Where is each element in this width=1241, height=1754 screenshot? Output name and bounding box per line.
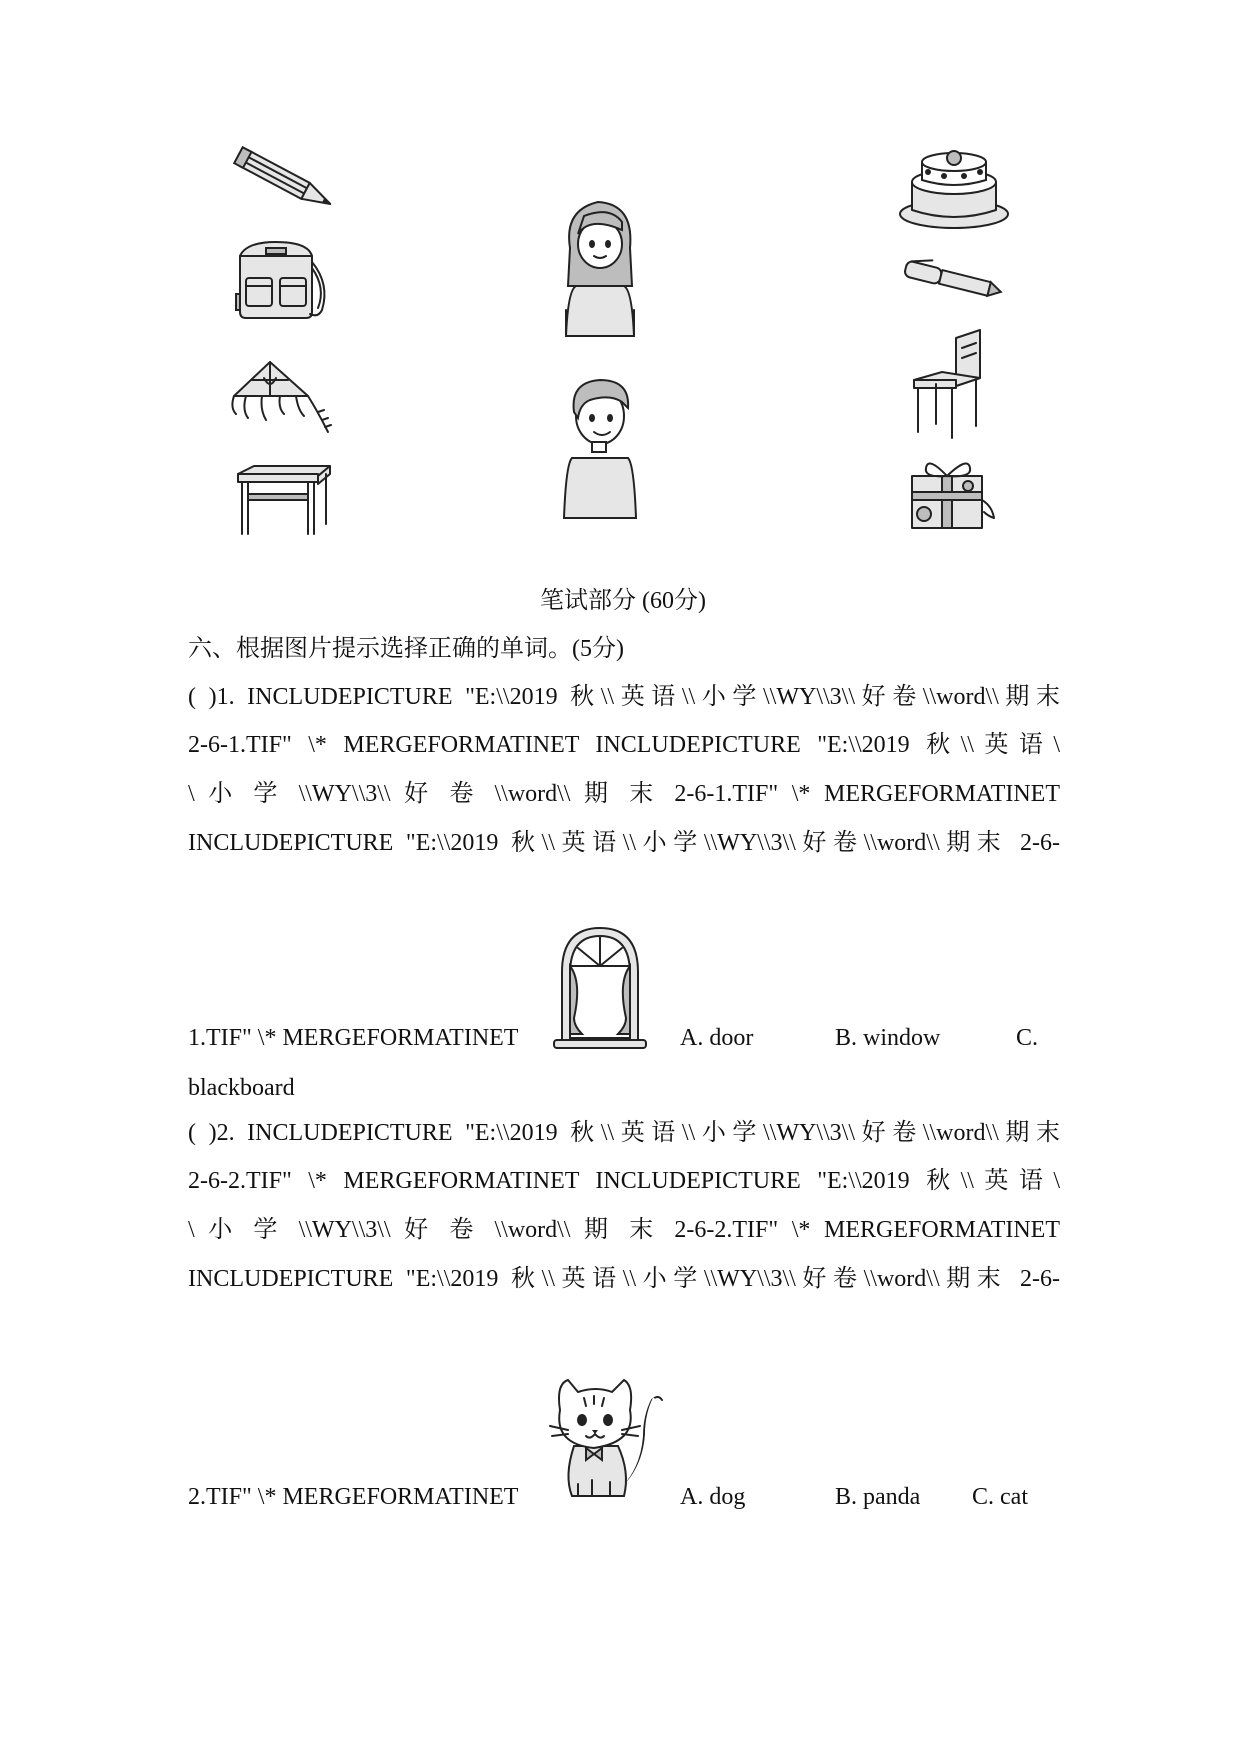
question-heading: 六、根据图片提示选择正确的单词。(5分) [188, 636, 624, 662]
q1-option-c-word: blackboard [188, 1075, 295, 1101]
q1-option-b: B. window [835, 1025, 941, 1051]
q2-line-4: INCLUDEPICTURE "E:\\2019 秋\\英语\\小学\\WY\\3\\好卷\\word\\期末 2-6- [188, 1266, 1060, 1292]
q1-tail: 1.TIF" \* MERGEFORMATINET [188, 1025, 519, 1051]
gift-box-icon [908, 454, 998, 530]
section-title: 笔试部分 (60分) [540, 588, 706, 614]
pencil-icon [232, 150, 342, 212]
cat-icon [548, 1376, 668, 1502]
cake-icon [896, 146, 1012, 232]
q2-option-b: B. panda [835, 1484, 921, 1510]
q1-option-c: C. [1016, 1025, 1039, 1051]
kite-icon [226, 360, 336, 436]
q2-tail: 2.TIF" \* MERGEFORMATINET [188, 1484, 519, 1510]
q2-line-2: 2-6-2.TIF" \* MERGEFORMATINET INCLUDEPICTURE "E:\\2019 秋\\英语\ [188, 1168, 1060, 1194]
q1-line-1: ( )1. INCLUDEPICTURE "E:\\2019 秋\\英语\\小学\\WY\\3\\好卷\\word\\期末 [188, 684, 1060, 710]
q1-line-3: \ 小 学 \\WY\\3\\ 好 卷 \\word\\ 期 末 2-6-1.TIF" \* MERGEFORMATINET [188, 781, 1060, 807]
boy-icon [560, 372, 640, 518]
desk-icon [234, 464, 334, 536]
q2-line-3: \ 小 学 \\WY\\3\\ 好 卷 \\word\\ 期 末 2-6-2.TIF" \* MERGEFORMATINET [188, 1217, 1060, 1243]
window-icon [552, 922, 648, 1052]
pen-icon [898, 256, 1008, 306]
q2-option-a: A. dog [680, 1484, 746, 1510]
q1-line-2: 2-6-1.TIF" \* MERGEFORMATINET INCLUDEPICTURE "E:\\2019 秋\\英语\ [188, 732, 1060, 758]
q2-option-c: C. cat [972, 1484, 1028, 1510]
q2-line-1: ( )2. INCLUDEPICTURE "E:\\2019 秋\\英语\\小学\\WY\\3\\好卷\\word\\期末 [188, 1120, 1060, 1146]
q1-option-a: A. door [680, 1025, 754, 1051]
girl-icon [560, 190, 640, 336]
schoolbag-icon [226, 238, 334, 322]
chair-icon [908, 328, 994, 440]
q1-line-4: INCLUDEPICTURE "E:\\2019 秋\\英语\\小学\\WY\\3\\好卷\\word\\期末 2-6- [188, 830, 1060, 856]
